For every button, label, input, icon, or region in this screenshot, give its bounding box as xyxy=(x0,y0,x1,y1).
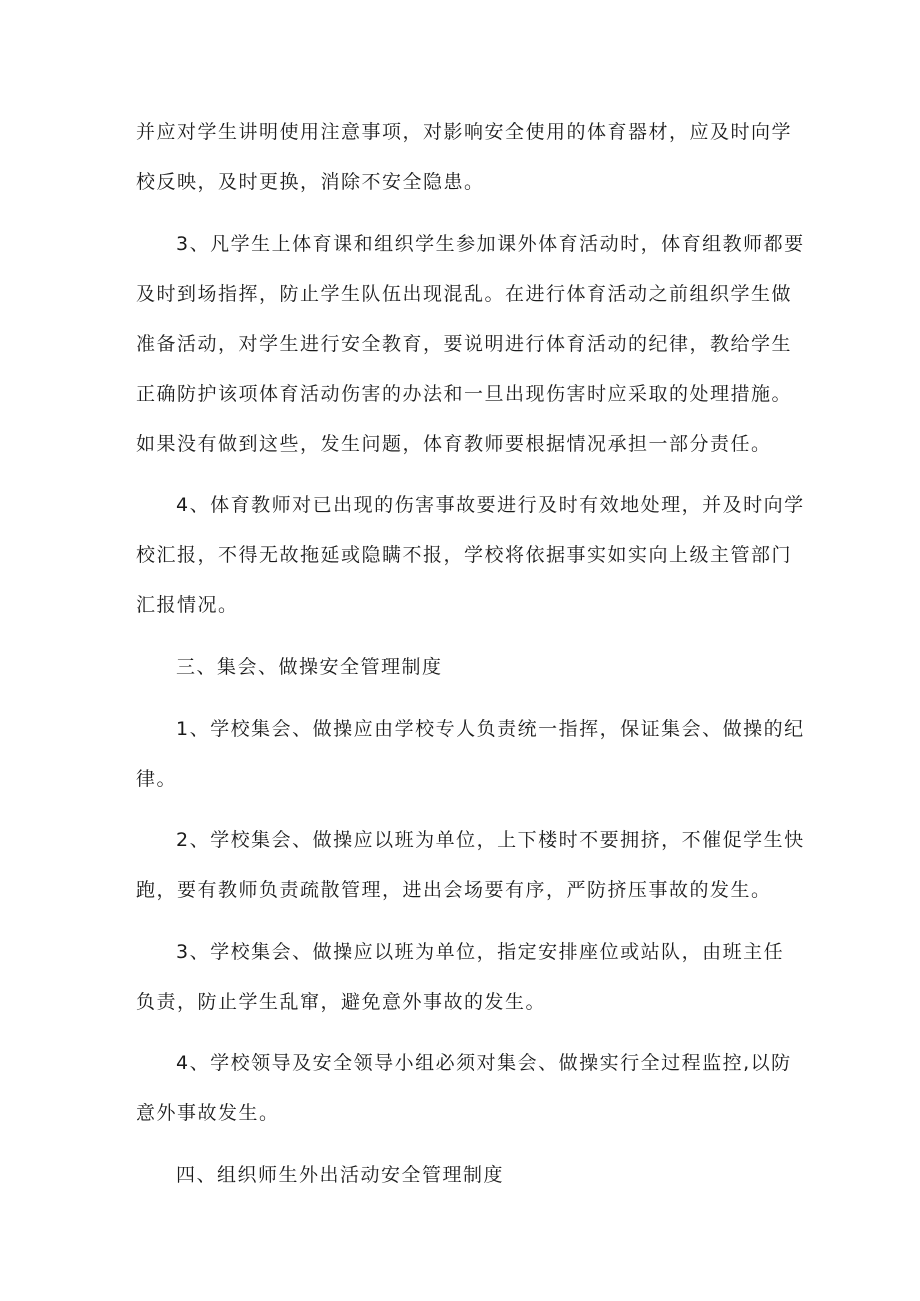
paragraph-item-1-line: 1、学校集会、做操应由学校专人负责统一指挥，保证集会、做操的纪 xyxy=(176,718,805,740)
paragraph-item-3-line: 3、学校集会、做操应以班为单位，指定安排座位或站队，由班主任 xyxy=(176,941,785,963)
text-line: 如果没有做到这些，发生问题，体育教师要根据情况承担一部分责任。 xyxy=(136,433,772,455)
text-line: 准备活动，对学生进行安全教育，要说明进行体育活动的纪律，教给学生 xyxy=(136,333,793,355)
text-line: 律。 xyxy=(136,768,178,790)
text-line: 跑，要有教师负责疏散管理，进出会场要有序，严防挤压事故的发生。 xyxy=(136,879,772,901)
text-line: 校汇报，不得无故拖延或隐瞒不报，学校将依据事实如实向上级主管部门 xyxy=(136,544,793,566)
text-line: 意外事故发生。 xyxy=(136,1102,280,1124)
paragraph-item-3-line: 3、凡学生上体育课和组织学生参加课外体育活动时，体育组教师都要 xyxy=(176,233,805,255)
text-line: 及时到场指挥，防止学生队伍出现混乱。在进行体育活动之前组织学生做 xyxy=(136,283,793,305)
paragraph-item-2-line: 2、学校集会、做操应以班为单位，上下楼时不要拥挤，不催促学生快 xyxy=(176,829,805,851)
text-line: 并应对学生讲明使用注意事项，对影响安全使用的体育器材，应及时向学 xyxy=(136,121,793,143)
section-heading-3: 三、集会、做操安全管理制度 xyxy=(176,656,443,678)
text-line: 正确防护该项体育活动伤害的办法和一旦出现伤害时应采取的处理措施。 xyxy=(136,383,793,405)
text-line: 负责，防止学生乱窜，避免意外事故的发生。 xyxy=(136,991,547,1013)
paragraph-item-4-line: 4、学校领导及安全领导小组必须对集会、做操实行全过程监控,以防 xyxy=(176,1052,792,1074)
text-line: 校反映，及时更换，消除不安全隐患。 xyxy=(136,171,485,193)
section-heading-4: 四、组织师生外出活动安全管理制度 xyxy=(176,1164,505,1186)
text-line: 汇报情况。 xyxy=(136,594,239,616)
paragraph-item-4-line: 4、体育教师对已出现的伤害事故要进行及时有效地处理，并及时向学 xyxy=(176,494,805,516)
